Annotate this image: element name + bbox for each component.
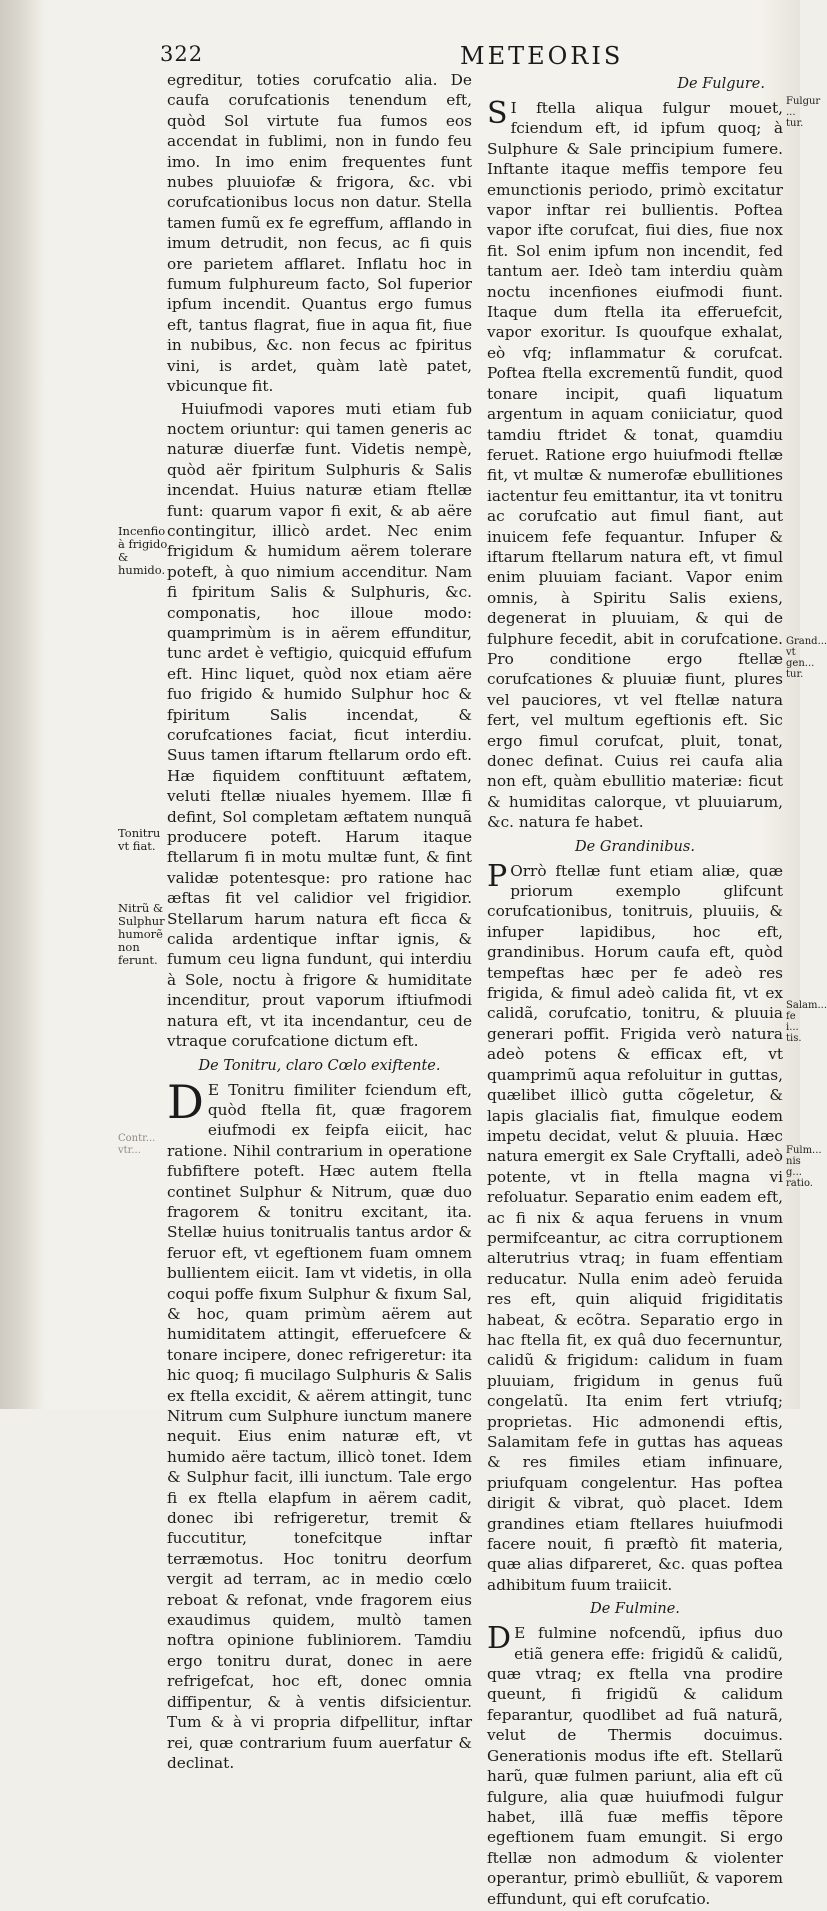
drop-cap: P	[487, 858, 508, 894]
gutter-shadow	[0, 0, 46, 1409]
section-heading-fulmine: De Fulmine.	[590, 1601, 680, 1618]
margin-note-grandines: Grand... vt gen... tur.	[786, 636, 827, 680]
paragraph-text: Orrò ftellæ funt etiam aliæ, quæ priorum exemplo glifcunt corufcationibus, tonitruis, pluuiis, & infuper lapidibus, hoc eft, grandinibus. Horum caufa eft, quòd tempeftas hæc per fe adeò res frigida, & fimul adeò calida fit, vt ex calidã, corufcatio, tonitru, & pluuia generari poffit. Frigida verò natura adeò potens & efficax eft, vt quamprimũ aqua refoluitur in guttas, quælibet illicò gutta cõgeletur, & lapis glacialis fiat, fimulque eodem impetu decidat, velut & pluuia. Hæc natura emergit ex Sale Cryftalli, adeò potente, vt in ftella magna vi refoluatur. Separatio enim eadem eft, ac fi nix & aqua feruens in vnum permifceantur, ac citra corruptionem alterutrius vtraq; in fuam effentiam reducatur. Nulla enim adeò feruida res eft, quin aliquid frigiditatis habeat, & ecõtra. Separatio ergo in hac ftella fit, ex quâ duo fecernuntur, calidũ & frigidum: calidum in fuam pluuiam, frigidum in genus fuũ congelatũ. Ita enim fert vtriufq; proprietas. Hic admonendi eftis, Salamitam fefe in guttas has aqueas & res fimiles etiam infinuare, priufquam congelentur. Has poftea dirigit & vibrat, quò placet. Idem grandines etiam ftellares huiufmodi facere nouit, fi præftò fit materia, quæ alias difpareret, &c. quas poftea adhibitum fuum traiicit.	[487, 861, 783, 1594]
drop-cap: D	[487, 1621, 512, 1657]
margin-note-fulmen: Fulm... nis g... ratio.	[786, 1145, 822, 1189]
margin-note-salam: Salam... fe i... tis.	[786, 1000, 827, 1044]
paragraph-text: I ftella aliqua fulgur mouet, fciendum eft, id ipfum quoq; à Sulphure & Sale principium fumere. Inftante itaque meffis tempore feu emunctionis periodo, primò excitatur vapor inftar rei bullientis. Poftea vapor ifte corufcat, fiui dies, fiue nox fit. Sol enim ipfum non incendit, fed tantum aer. Ideò tam interdiu quàm noctu incenfiones eiufmodi fiunt. Itaque dum ftella ita efferuefcit, vapor exoritur. Is quoufque exhalat, eò vfq; inflammatur & corufcat. Poftea ftella excrementũ fundit, quod tonare incipit, quafi liquatum argentum in aquam coniiciatur, quod tamdiu ftridet & tonat, quamdiu feruet. Ratione ergo huiufmodi ftellæ fit, vt multæ & numerofæ ebullitiones iactentur feu emittantur, ita vt tonitru ac corufcatio aut fimul fiant, aut inuicem fefe fequantur. Infuper & iftarum ftellarum natura eft, vt fimul enim pluuiam faciant. Vapor enim omnis, à Spiritu Salis exiens, degenerat in pluuiam, & qui de fulphure fecedit, abit in corufcatione. Pro conditione ergo ftellæ corufcationes & pluuiæ fiunt, plures vel pauciores, vt vel ftellæ natura fert, vel multum egeftionis eft. Sic ergo fimul corufcat, pluit, tonat, donec definat. Cuius rei caufa alia non eft, quàm ebullitio materiæ: ficut & humiditas calorque, vt pluuiarum, &c. natura fe habet.	[487, 99, 783, 832]
right-column	[487, 70, 783, 1911]
left-column	[167, 70, 472, 1775]
drop-cap: S	[487, 96, 508, 131]
section-heading-grandinibus: De Grandinibus.	[575, 838, 695, 855]
page-number: 322	[160, 42, 204, 66]
paragraph: Huiufmodi vapores muti etiam fub noctem oriuntur: qui tamen generis ac naturæ diuerfæ funt. Videtis nempè, quòd aër fpiritum Sulphuris & Salis incendat. Huius naturæ etiam ftellæ funt: quarum vapor fi exit, & ab aëre contingitur, illicò ardet. Nec enim frigidum & humidum aërem tolerare poteft, à quo nimium accenditur. Nam fi fpiritum Salis & Sulphuris, &c. componatis, hoc illoue modo: quamprimùm is in aërem effunditur, tunc ardet è veftigio, quicquid effufum eft. Hinc liquet, quòd nox etiam aëre fuo frigido & humido Sulphur hoc & fpiritum Salis incendat, & corufcationes faciat, ficut interdiu. Suus tamen iftarum ftellarum ordo eft. Hæ fiquidem conftituunt æftatem, veluti ftellæ niuales hyemem. Illæ fi defint, Sol completam æftatem nunquã producere poteft. Harum itaque ftellarum fi in motu multæ funt, & fint validæ potentesque: pro ratione hac æftas fit vel calidior vel frigidior. Stellarum harum natura eft ficca & calida ardentique inftar ignis, & fumum ceu ligna fundunt, qui interdiu à Sole, noctu à frigore & humiditate incenditur, prout vaporum iftiufmodi natura eft, vt ita incendantur, ceu de vtraque corufcatione dictum eft.	[167, 399, 472, 1051]
paragraph-text: E Tonitru fimiliter fciendum eft, quòd ftella fit, quæ fragorem eiufmodi ex feipfa eiicit, hac ratione. Nihil contrarium in operatione fubfiftere poteft. Hæc autem ftella continet Sulphur & Nitrum, quæ duo fragorem & tonitru excitant, ita. Stellæ huius tonitrualis tantus ardor & feruor eft, vt egeftionem fuam omnem bullientem eiicit. Iam vt videtis, in olla coqui poffe fixum Sulphur & fixum Sal, & hoc, quam primùm aërem aut humiditatem attingit, efferuefcere & tonare incipere, donec refrigeretur: ita hic quoq; fi mucilago Sulphuris & Salis ex ftella excidit, & aërem attingit, tunc Nitrum cum Sulphure iunctum manere nequit. Eius enim naturæ eft, vt humido aëre tactum, illicò tonet. Idem & Sulphur facit, illi iunctum. Tale ergo fi ex ftella elapfum in aërem cadit, donec ibi refrigeretur, tremit & fuccutitur, tonefcitque inftar terræmotus. Hoc tonitru deorfum vergit ad terram, ac in medio cœlo reboat & refonat, vnde fragorem eius exaudimus quidem, multò tamen noftra opinione fubliniorem. Tamdiu ergo tonitru durat, donec in aere refrigefcat, hoc eft, donec omnia diffipentur, & à ventis difsicientur. Tum & à vi propria difpellitur, inftar rei, quæ contrarium fuum auerfatur & declinat.	[167, 1080, 472, 1772]
paragraph-tonitru	[167, 1074, 472, 1774]
margin-note-tonitru: Tonitru vt fiat.	[118, 826, 161, 853]
margin-note-nitru: Nitrũ & Sulphur humorẽ non ferunt.	[118, 901, 165, 967]
paragraph-fulgure	[487, 98, 783, 833]
section-heading-fulgure: De Fulgure.	[677, 76, 765, 92]
paragraph: egreditur, toties corufcatio alia. De caufa corufcationis tenendum eft, quòd Sol virtute fua fumos eos accendat in fublimi, non in fundo feu imo. In imo enim frequentes funt nubes pluuiofæ & frigora, &c. vbi corufcationibus locus non datur. Stella tamen fumũ ex fe egreffum, afflando in imum detrudit, non fecus, ac fi quis ore parietem afflaret. Inflatu hoc in fumum fulphureum facto, Sol fuperior ipfum incendit. Quantus ergo fumus eft, tantus flagrat, fiue in aqua fit, fiue in nubibus, &c. non fecus ac fpiritus vini, is ardet, quàm latè patet, vbicunque fit.	[167, 71, 472, 396]
margin-note-fulgur: Fulgur ... tur.	[786, 96, 821, 129]
paragraph-fulmine	[487, 1623, 783, 1909]
drop-cap: D	[167, 1074, 204, 1129]
bleed-through-text: Contr... vtr...	[118, 1133, 156, 1156]
paragraph-text: E fulmine nofcendũ, ipfius duo etiã genera effe: frigidũ & calidũ, quæ vtraq; ex ftella vna prodire queunt, fi frigidũ & calidum feparantur, quodlibet ad fuã naturã, velut de Thermis docuimus. Generationis modus ifte eft. Stellarũ harũ, quæ fulmen pariunt, alia eft cũ fulgure, alia quæ huiufmodi fulgur habet, illã fuæ meffis tẽpore egeftionem fuam emungit. Si ergo ftellæ non admodum & violenter operantur, primò ebulliũt, & vaporem effundunt, qui eft corufcatio.	[487, 1624, 783, 1908]
running-title: METEORIS	[460, 42, 624, 70]
section-heading-tonitru: De Tonitru, claro Cœlo exiftente.	[198, 1057, 441, 1074]
margin-note-incensio: Incenfio à frigido & humido.	[118, 524, 168, 577]
page-header	[160, 42, 790, 72]
paragraph-grandinibus	[487, 858, 783, 1596]
